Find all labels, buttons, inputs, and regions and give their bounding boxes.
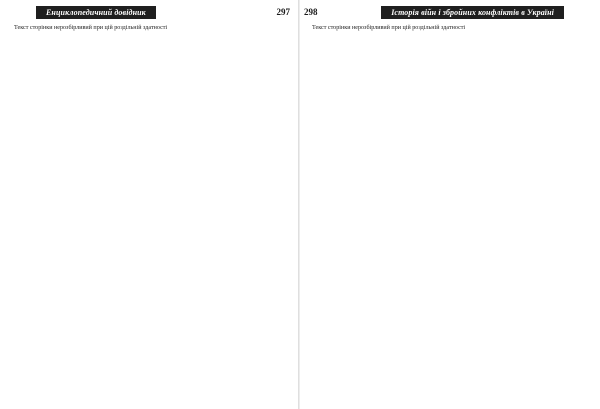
right-page-text xyxy=(304,24,594,32)
right-page-number: 298 xyxy=(304,7,318,17)
left-page xyxy=(0,0,298,409)
left-running-head: Енциклопедичний довідник xyxy=(36,6,156,19)
right-page-body-label: Текст сторінки нерозбірливий при цій роздільній здатності xyxy=(312,25,466,31)
right-page-header xyxy=(304,5,594,19)
left-page-number: 297 xyxy=(276,7,290,17)
left-page-body-label: Текст сторінки нерозбірливий при цій роздільній здатності xyxy=(14,25,168,31)
right-running-head: Історія війн і збройних конфліктів в Україні xyxy=(381,6,564,19)
left-page-text xyxy=(6,24,290,32)
left-page-header xyxy=(6,5,290,19)
right-page xyxy=(298,0,600,409)
